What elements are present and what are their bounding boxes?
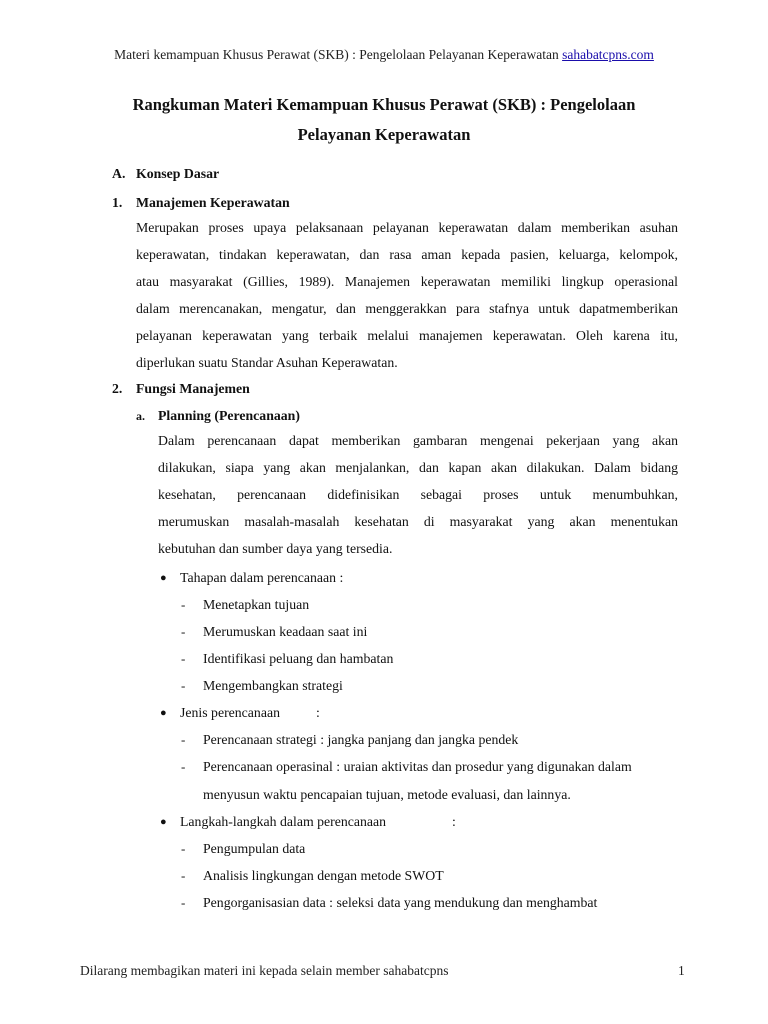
paragraph-line: diperlukan suatu Standar Asuhan Keperawatan.: [136, 355, 398, 370]
dash-icon: -: [181, 624, 186, 639]
bullet-icon: ●: [160, 816, 167, 828]
dash-icon: -: [181, 841, 186, 856]
dash-icon: -: [181, 597, 186, 612]
dash-icon: -: [181, 895, 186, 910]
header-text: Materi kemampuan Khusus Perawat (SKB) : Pengelolaan Pelayanan Keperawatan: [114, 47, 559, 62]
paragraph-line: kesehatan, perencanaan didefinisikan sebagai proses untuk menumbuhkan,: [158, 487, 678, 502]
title-line-1: Rangkuman Materi Kemampuan Khusus Perawat (SKB) : Pengelolaan: [132, 95, 636, 114]
paragraph-line: pelayanan keperawatan yang terbaik melalui manajemen keperawatan. Oleh karena itu,: [136, 328, 678, 343]
list-item: Perencanaan operasinal : uraian aktivitas dan prosedur yang digunakan dalam: [203, 759, 632, 774]
paragraph-line: dilakukan, siapa yang akan menjalankan, dan kapan akan dilakukan. Dalam bidang: [158, 460, 678, 475]
paragraph-line: merumuskan masalah-masalah kesehatan di masyarakat yang akan menentukan: [158, 514, 678, 529]
paragraph-line: atau masyarakat (Gillies, 1989). Manajemen keperawatan memiliki lingkup operasional: [136, 274, 678, 289]
item-2-marker: 2.: [112, 381, 123, 396]
dash-icon: -: [181, 651, 186, 666]
page-header: [0, 47, 768, 63]
section-a-marker: A.: [112, 166, 126, 181]
sub-a-heading: Planning (Perencanaan): [158, 408, 300, 423]
list-item: Pengorganisasian data : seleksi data yang mendukung dan menghambat: [203, 895, 598, 910]
item-2-heading: Fungsi Manajemen: [136, 381, 250, 396]
paragraph-line: Dalam perencanaan dapat memberikan gambaran mengenai pekerjaan yang akan: [158, 433, 678, 448]
sub-a-marker: a.: [136, 409, 145, 423]
list-item: Menetapkan tujuan: [203, 597, 310, 612]
item-1-heading: Manajemen Keperawatan: [136, 195, 290, 210]
paragraph-line: dalam merencanakan, mengatur, dan menggerakkan para stafnya untuk dapatmemberikan: [136, 301, 678, 316]
paragraph-line: keperawatan, tindakan keperawatan, dan rasa aman kepada pasien, keluarga, kelompok,: [136, 247, 678, 262]
dash-icon: -: [181, 868, 186, 883]
bullet-label: Tahapan dalam perencanaan :: [180, 570, 344, 585]
section-a-heading: Konsep Dasar: [136, 166, 220, 181]
list-item: Pengumpulan data: [203, 841, 306, 856]
paragraph-line: kebutuhan dan sumber daya yang tersedia.: [158, 541, 393, 556]
list-item: Identifikasi peluang dan hambatan: [203, 651, 394, 666]
list-item-continuation: menyusun waktu pencapaian tujuan, metode evaluasi, dan lainnya.: [203, 787, 571, 802]
dash-icon: -: [181, 759, 186, 774]
bullet-label: Jenis perencanaan: [180, 705, 280, 720]
bullet-icon: ●: [160, 707, 167, 719]
bullet-icon: ●: [160, 572, 167, 584]
dash-icon: -: [181, 678, 186, 693]
list-item: Perencanaan strategi : jangka panjang dan jangka pendek: [203, 732, 519, 747]
sub-a-paragraph: [158, 427, 678, 562]
item-1-marker: 1.: [112, 195, 123, 210]
page-footer: Dilarang membagikan materi ini kepada selain member sahabatcpns: [80, 963, 449, 978]
document-title: [80, 90, 688, 150]
list-item: Analisis lingkungan dengan metode SWOT: [203, 868, 444, 883]
page-number: 1: [678, 963, 685, 978]
list-item: Mengembangkan strategi: [203, 678, 343, 693]
list-item: Merumuskan keadaan saat ini: [203, 624, 368, 639]
header-link[interactable]: sahabatcpns.com: [562, 47, 654, 62]
title-line-2: Pelayanan Keperawatan: [297, 125, 471, 144]
dash-icon: -: [181, 732, 186, 747]
paragraph-line: Merupakan proses upaya pelaksanaan pelayanan keperawatan dalam memberikan asuhan: [136, 220, 678, 235]
item-1-paragraph: [136, 214, 678, 376]
bullet-label: Langkah-langkah dalam perencanaan: [180, 814, 387, 829]
bullet-colon: :: [452, 814, 456, 829]
bullet-colon: :: [316, 705, 320, 720]
